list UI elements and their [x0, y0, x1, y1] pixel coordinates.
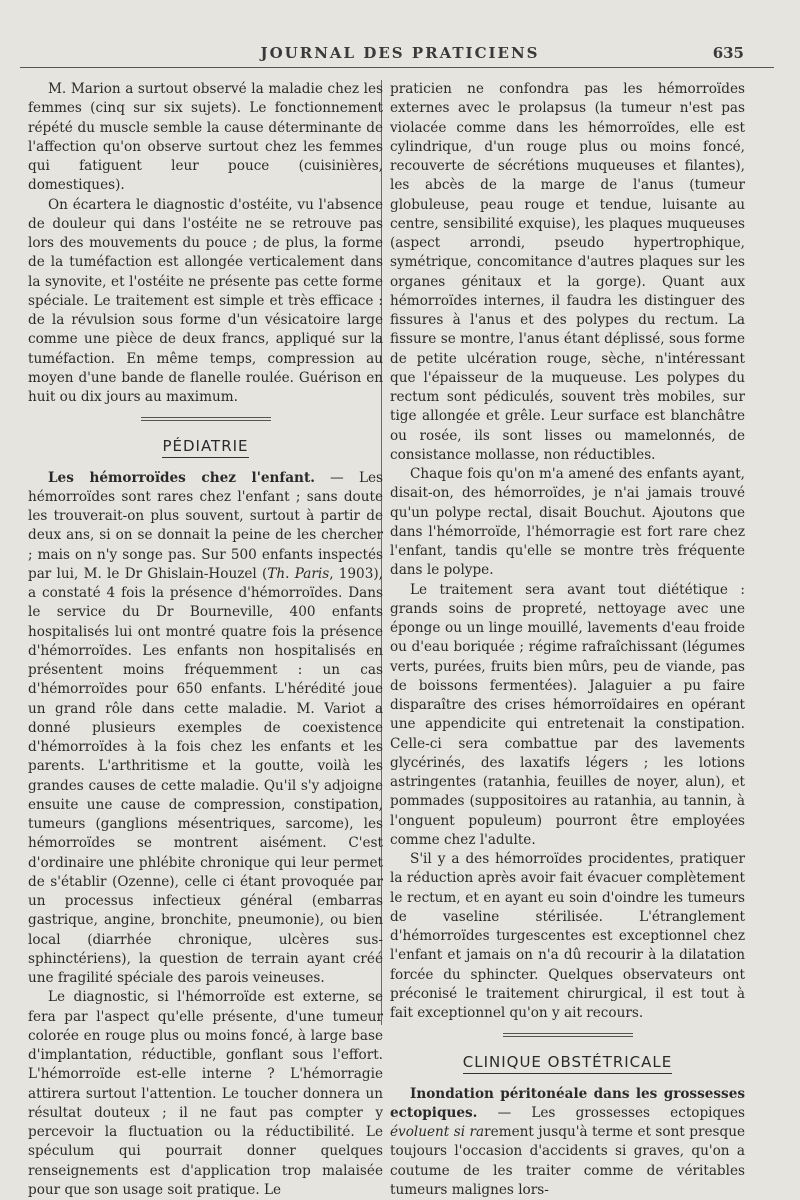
article-text: — Les hémorroïdes sont rares chez l'enfant ; sans doute les trouverait-on plus souvent, surtout à partir de deux ans, si on se donnait la peine de les chercher ; mais on n'y songe pas. Sur 500 enfants inspectés par lui, M. le Dr Ghislain-Houzel ( [28, 470, 383, 582]
article-heading: Les hémorroïdes chez l'enfant. [48, 470, 315, 486]
paragraph: Chaque fois qu'on m'a amené des enfants ayant, disait-on, des hémorroïdes, je n'ai jamais trouvé qu'un polype rectal, disait Bouchut. Ajoutons que dans l'hémorroïde, l'hémorragie est fort rare chez l'enfant, tandis qu'elle se montre très fréquente dans le polype. [390, 465, 745, 581]
paragraph: Le traitement sera avant tout diététique : grands soins de propreté, nettoyage avec une éponge ou un linge mouillé, lavements d'eau froide ou d'eau boriquée ; régime rafraîchissant (légumes verts, purées, fruits bien mûrs, peu de viande, pas de boissons fermentées). Jalaguier a pu faire disparaître des crises hémorroïdaires en opérant une appendicite qui entretenait la constipation. Celle-ci sera combattue par des lavements glycérinés, des laxatifs légers ; les lotions astringentes (ratanhia, feuilles de noyer, alun), et pommades (suppositoires au ratanhia, au tannin, à l'onguent populeum) pourront être employées comme chez l'adulte. [390, 581, 745, 851]
section-title-clinique [390, 1053, 745, 1072]
article-text: rement jusqu'à terme et sont presque toujours l'occasion d'accidents si graves, qu'on a coutume de les traiter comme de véritables tumeurs malignes lors- [390, 1124, 745, 1198]
section-separator [141, 417, 271, 423]
header-rule [20, 67, 774, 68]
section-title-pediatrie [28, 437, 383, 456]
article-heading: Inondation péritonéale dans les grossesses ectopiques. [390, 1086, 745, 1121]
paragraph: On écartera le diagnostic d'ostéite, vu l'absence de douleur qui dans l'ostéite ne se retrouve pas lors des mouvements du pouce ; de plus, la forme de la tuméfaction est allongée verticalement dans la synovite, et l'ostéite ne présente pas cette forme spéciale. Le traitement est simple et très efficace : de la révulsion sous forme d'un vésicatoire large comme une pièce de deux francs, appliqué sur la tuméfaction. En même temps, compression au moyen d'une bande de flanelle roulée. Guérison en huit ou dix jours au maximum. [28, 196, 383, 408]
section-separator [503, 1033, 633, 1039]
page-header [0, 44, 800, 70]
paragraph: praticien ne confondra pas les hémorroïdes externes avec le prolapsus (la tumeur n'est pas violacée comme dans les hémorroïdes, elle est cylindrique, d'un rouge plus ou moins foncé, recouverte de sécrétions muqueuses et filantes), les abcès de la marge de l'anus (tumeur globuleuse, peau rouge et tendue, luisante au centre, sensibilité exquise), les plaques muqueuses (aspect arrondi, pseudo hypertrophique, symétrique, concomitance d'autres plaques sur les organes génitaux et la gorge). Quant aux hémorroïdes internes, il faudra les distinguer des fissures à l'anus et des polypes du rectum. La fissure se montre, l'anus étant déplissé, sous forme de petite ulcération rouge, sèche, n'intéressant que l'épaisseur de la muqueuse. Les polypes du rectum sont pédiculés, souvent très mobiles, sur tige allongée et grêle. Leur surface est blanchâtre ou rosée, ils sont lisses ou mamelonnés, de consistance mollasse, non réductibles. [390, 80, 745, 465]
article-paragraph [28, 469, 383, 989]
page-number: 635 [713, 44, 744, 62]
paragraph: M. Marion a surtout observé la maladie chez les femmes (cinq sur six sujets). Le fonctionnement répété du muscle semble la cause déterminante de l'affection qu'on observe surtout chez les femmes qui fatiguent leur pouce (cuisinières, domestiques). [28, 80, 383, 196]
paragraph: Le diagnostic, si l'hémorroïde est externe, se fera par l'aspect qu'elle présente, d'une tumeur colorée en rouge plus ou moins foncé, à large base d'implantation, réductible, gonflant sous l'effort. L'hémorroïde est-elle interne ? L'hémorragie attirera surtout l'attention. Le toucher donnera un résultat douteux ; il ne faut pas compter y percevoir la fluctuation ou la réductibilité. Le spéculum qui pourrait donner quelques renseignements est d'application trop malaisée pour que son usage soit pratique. Le [28, 988, 383, 1200]
article-text: — Les grossesses ectopiques [477, 1105, 745, 1121]
section-title-text: PÉDIATRIE [162, 437, 248, 458]
article-text-italic: évoluent si ra [390, 1124, 484, 1140]
article-paragraph [390, 1085, 745, 1200]
right-column [390, 80, 745, 1200]
paragraph: S'il y a des hémorroïdes procidentes, pratiquer la réduction après avoir fait évacuer complètement le rectum, et en ayant eu soin d'oindre les tumeurs de vaseline stérilisée. L'étranglement d'hémorroïdes turgescentes est exceptionnel chez l'enfant et jamais on n'a dû recourir à la dilatation forcée du sphincter. Quelques observateurs ont préconisé le traitement chirurgical, il est tout à fait exceptionnel qu'on y ait recours. [390, 850, 745, 1023]
section-title-text: CLINIQUE OBSTÉTRICALE [463, 1053, 673, 1074]
citation: Th. Paris [267, 566, 329, 582]
article-text: , 1903), a constaté 4 fois la présence d'hémorroïdes. Dans le service du Dr Bourneville, 400 enfants hospitalisés lui ont montré quatre fois la présence d'hémorroïdes. Les enfants non hospitalisés en présentent moins fréquemment : un cas d'hémorroïdes pour 650 enfants. L'hérédité joue un grand rôle dans cette maladie. M. Variot a donné plusieurs exemples de coexistence d'hémorroïdes à la fois chez les enfants et les parents. L'arthritisme et la goutte, voilà les grandes causes de cette maladie. Qu'il s'y adjoigne ensuite une cause de compression, constipation, tumeurs (ganglions mésentriques, sarcome), les hémorroïdes se montrent aisément. C'est d'ordinaire une phlébite chronique qui leur permet de s'établir (Ozenne), celle ci étant provoquée par un processus infectieux général (embarras gastrique, angine, bronchite, pneumonie), ou bien local (diarrhée chronique, ulcères sus-sphinctériens), la question de terrain ayant créé une fragilité spéciale des parois veineuses. [28, 566, 383, 986]
left-column [28, 80, 383, 1200]
journal-title: JOURNAL DES PRATICIENS [0, 44, 800, 62]
